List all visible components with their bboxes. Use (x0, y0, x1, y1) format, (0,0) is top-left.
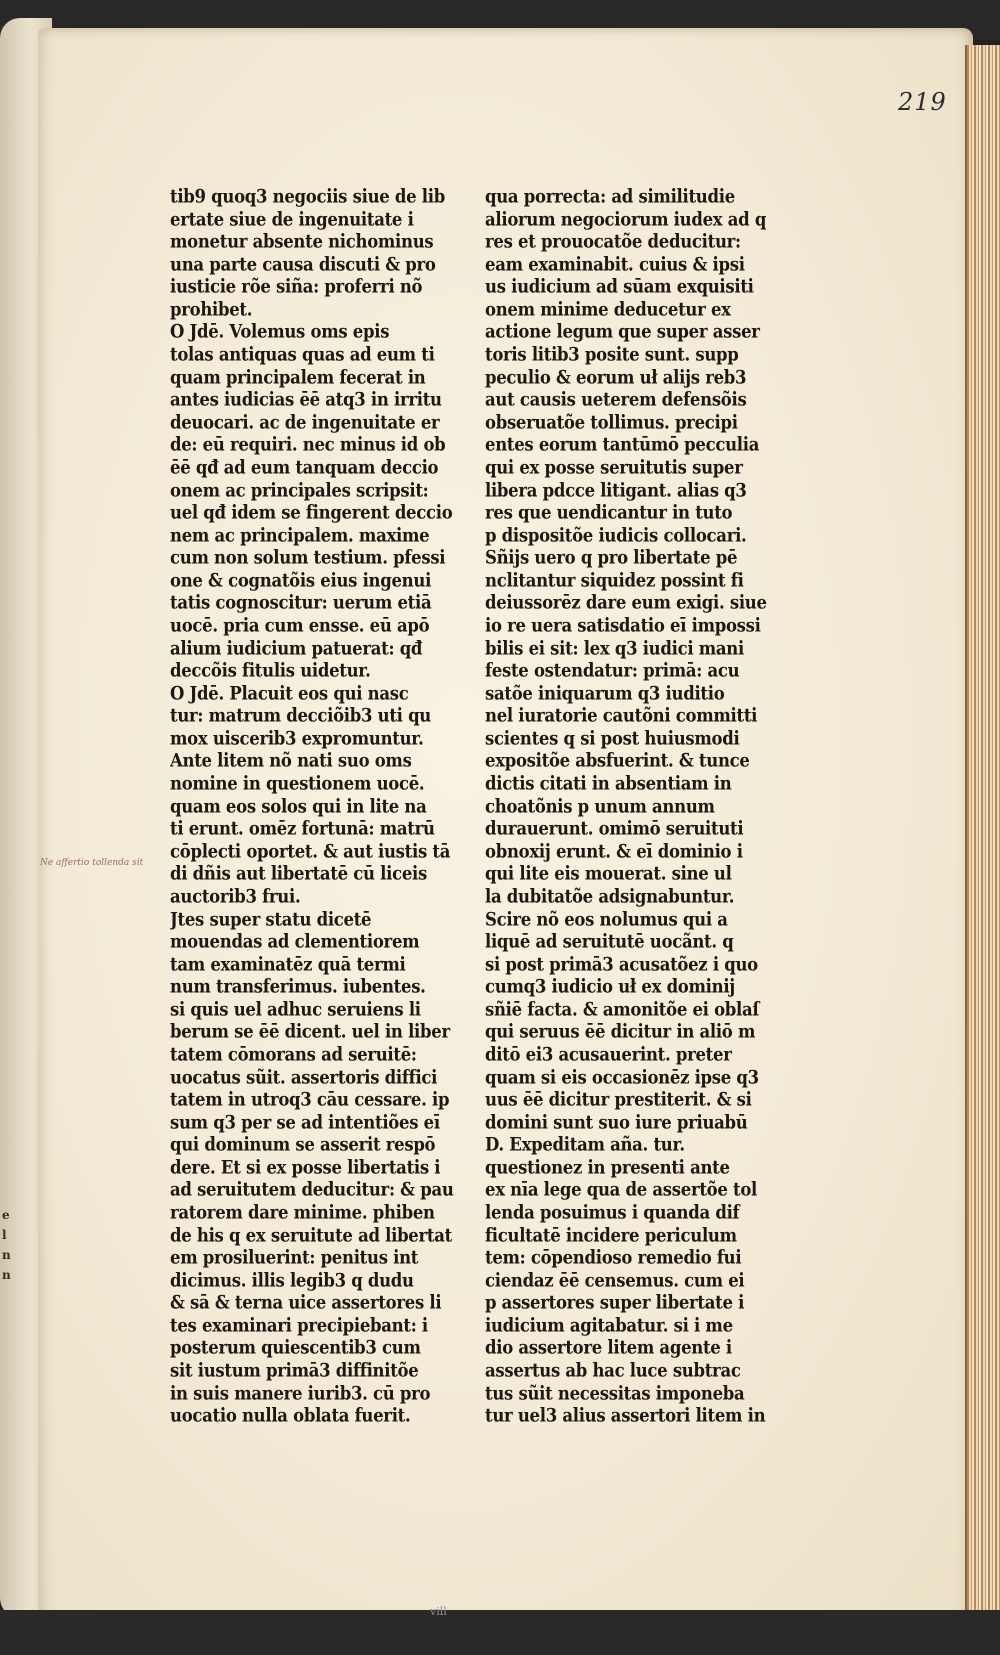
text-line: cōplecti oportet. & aut iustis tā (170, 840, 451, 862)
text-line: tatem cōmorans ad seruitē: (170, 1043, 417, 1066)
leaf-fragment: l (2, 1228, 7, 1242)
text-line: entes eorum tantūmō pecculia (485, 434, 760, 456)
text-line: & sā & terna uice assertores li (170, 1292, 442, 1314)
text-line: tatem in utroq3 cāu cessare. ip (170, 1088, 450, 1111)
text-line: prohibet. (170, 298, 253, 320)
page-stack-edge (965, 45, 1000, 1615)
text-line: one & cognatõis eius ingenui (170, 569, 432, 591)
text-line: durauerunt. omimō seruituti (485, 817, 744, 840)
text-line: deuocari. ac de ingenuitate er (170, 411, 440, 433)
text-line: monetur absente nichominus (170, 230, 434, 253)
text-line: res et prouocatõe deducitur: (485, 230, 741, 253)
text-line: obseruatõe tollimus. precipi (485, 411, 738, 433)
text-line: questionez in presenti ante (485, 1156, 730, 1178)
folio-number: 219 (898, 88, 947, 116)
text-line: ficultatē incidere periculum (485, 1224, 737, 1246)
text-line: nomine in questionem uocē. (170, 772, 425, 795)
text-line: mox uiscerib3 expromuntur. (170, 727, 424, 749)
text-line: num transferimus. iubentes. (170, 976, 426, 998)
text-line: deiussorēz dare eum exigi. siue (485, 592, 767, 614)
text-line: una parte causa discuti & pro (170, 253, 436, 275)
text-line: onem ac principales scripsit: (170, 479, 429, 501)
text-line: ratorem dare minime. phiben (170, 1201, 435, 1224)
text-line: assertus ab hac luce subtrac (485, 1359, 741, 1382)
text-line: ciendaz ēē censemus. cum ei (485, 1269, 745, 1291)
text-line: actione legum que super asser (485, 321, 760, 343)
text-column-left (170, 186, 460, 1428)
text-line: sñiē facta. & amonitõe ei oblaſ (485, 998, 760, 1020)
text-line: Sñijs uero q pro libertate pē (485, 547, 738, 569)
text-line: tem: cōpendioso remedio fui (485, 1246, 742, 1269)
text-line: O Jdē. Placuit eos qui nasc (170, 682, 409, 704)
text-line: posterum quiescentib3 cum (170, 1337, 421, 1359)
text-line: di dñis aut libertatē cū liceis (170, 863, 428, 885)
text-line: iusticie rõe siña: proferri nõ (170, 276, 423, 298)
text-line: tam examinatēz quā termi (170, 953, 406, 975)
text-line: dicimus. illis legib3 q dudu (170, 1269, 414, 1291)
text-line: uel qđ idem se fingerent deccio (170, 501, 453, 524)
text-line: p assertores super libertate i (485, 1292, 745, 1314)
text-line: dio assertore litem agente i (485, 1337, 732, 1359)
text-line: Ante litem nõ nati suo oms (170, 750, 412, 772)
text-line: ad seruitutem deducitur: & pau (170, 1179, 454, 1201)
text-line: liquē ad seruitutē uocãnt. q (485, 930, 734, 953)
text-line: libera pdcce litigant. alias q3 (485, 479, 747, 501)
text-line: in suis manere iurib3. cū pro (170, 1382, 431, 1404)
text-line: uocatio nulla oblata fuerit. (170, 1405, 411, 1427)
text-line: la dubitatõe adsignabuntur. (485, 885, 735, 908)
text-line: bilis ei sit: lex q3 iudici mani (485, 637, 744, 659)
text-line: scientes q si post huiusmodi (485, 727, 740, 749)
text-line: berum se ēē dicent. uel in liber (170, 1021, 450, 1043)
text-line: satõe iniquarum q3 iuditio (485, 682, 725, 704)
leaf-fragment: n (2, 1268, 11, 1282)
text-line: quam si eis occasionēz ipse q3 (485, 1066, 759, 1088)
text-line: de his q ex seruitute ad libertat (170, 1224, 452, 1246)
text-line: Jtes super statu dicetē (170, 908, 372, 930)
text-line: qua porrecta: ad similitudie (485, 185, 735, 208)
text-line: expositõe absfuerint. & tunce (485, 750, 750, 772)
margin-annotation: Ne affertio tollenda sit (40, 858, 144, 868)
text-line: nel iuratorie cautõni committi (485, 705, 758, 727)
text-line: qui seruus ēē dicitur in aliō m (485, 1021, 756, 1043)
text-line: us iudicium ad sūam exquisiti (485, 276, 754, 298)
text-line: lenda posuimus i quanda dif (485, 1201, 740, 1224)
text-line: tatis cognoscitur: uerum etiā (170, 592, 432, 614)
text-line: aut causis ueterem defensõis (485, 389, 747, 411)
text-line: D. Expeditam aña. tur. (485, 1134, 685, 1156)
text-line: nclitantur siquidez possint fi (485, 569, 744, 591)
text-line: deccõis fitulis uidetur. (170, 659, 371, 682)
scan-background-bottom (0, 1610, 1000, 1655)
text-line: ti erunt. omēz fortunā: matrū (170, 817, 435, 840)
text-line: onem minime deducetur ex (485, 298, 731, 320)
leaf-fragment: e (2, 1208, 10, 1222)
text-line: tur uel3 alius assertori litem in (485, 1405, 766, 1427)
text-line: ertate siue de ingenuitate i (170, 208, 414, 230)
text-line: tes examinari precipiebant: i (170, 1314, 428, 1336)
text-line: uocatus sũit. assertoris diffici (170, 1066, 438, 1088)
text-line: quam principalem fecerat in (170, 366, 426, 388)
text-line: ex nīa lege qua de assertõe tol (485, 1179, 757, 1201)
text-line: de: eū requiri. nec minus id ob (170, 434, 446, 456)
text-line: tolas antiquas quas ad eum ti (170, 343, 435, 366)
text-line: tus sũit necessitas imponeba (485, 1382, 745, 1404)
text-line: tur: matrum decciõib3 uti qu (170, 705, 432, 727)
text-line: uus ēē dicitur prestiterit. & si (485, 1088, 752, 1111)
text-line: iudicium agitabatur. si i me (485, 1314, 733, 1336)
text-line: em prosiluerint: penitus int (170, 1246, 419, 1269)
text-line: si post primā3 acusatõez i quo (485, 953, 758, 975)
text-line: io re uera satisdatio eī impossi (485, 614, 761, 637)
text-line: dere. Et si ex posse libertatis i (170, 1156, 441, 1178)
text-line: cumq3 iudicio uł ex dominij (485, 976, 735, 998)
text-line: sum q3 per se ad intentiões eī (170, 1111, 440, 1133)
text-line: si quis uel adhuc seruiens li (170, 998, 421, 1020)
text-line: domini sunt suo iure priuabū (485, 1111, 748, 1133)
text-line: quam eos solos qui in lite na (170, 795, 427, 817)
text-line: choatõnis p unum annum (485, 795, 715, 817)
text-column-right (485, 186, 775, 1428)
text-line: uocē. pria cum ensse. eū apō (170, 614, 430, 637)
text-line: ēē qđ ad eum tanquam deccio (170, 456, 439, 479)
text-line: feste ostendatur: primā: acu (485, 659, 740, 682)
text-line: sit iustum primā3 diffinitõe (170, 1359, 419, 1382)
text-line: cum non solum testium. pfessi (170, 547, 446, 569)
text-line: toris litib3 posite sunt. supp (485, 343, 739, 366)
text-line: obnoxij erunt. & eī dominio i (485, 840, 743, 862)
text-line: eam examinabit. cuius & ipsi (485, 253, 745, 275)
text-line: auctorib3 frui. (170, 885, 301, 908)
text-line: aliorum negociorum iudex ad q (485, 208, 767, 230)
text-line: mouendas ad clementiorem (170, 930, 420, 953)
text-line: p dispositõe iudicis collocari. (485, 524, 747, 546)
text-line: qui lite eis mouerat. sine ul (485, 863, 732, 885)
text-line: peculio & eorum uł alijs reb3 (485, 366, 747, 388)
text-line: qui dominum se asserit respō (170, 1134, 436, 1156)
text-line: antes iudicias ēē atq3 in irritu (170, 389, 442, 411)
text-line: Scire nõ eos nolumus qui a (485, 908, 728, 930)
text-line: res que uendicantur in tuto (485, 501, 733, 524)
leaf-fragment: n (2, 1248, 11, 1262)
text-line: alium iudicium patuerat: qđ (170, 637, 423, 659)
text-line: nem ac principalem. maxime (170, 524, 430, 546)
text-line: O Jdē. Volemus oms epis (170, 321, 390, 343)
text-line: dictis citati in absentiam in (485, 772, 732, 795)
text-line: ditō ei3 acusauerint. preter (485, 1043, 732, 1066)
text-line: qui ex posse seruitutis super (485, 456, 743, 479)
text-line: tib9 quoq3 negociis siue de lib (170, 185, 445, 208)
bottom-mark: vill (430, 1605, 447, 1618)
